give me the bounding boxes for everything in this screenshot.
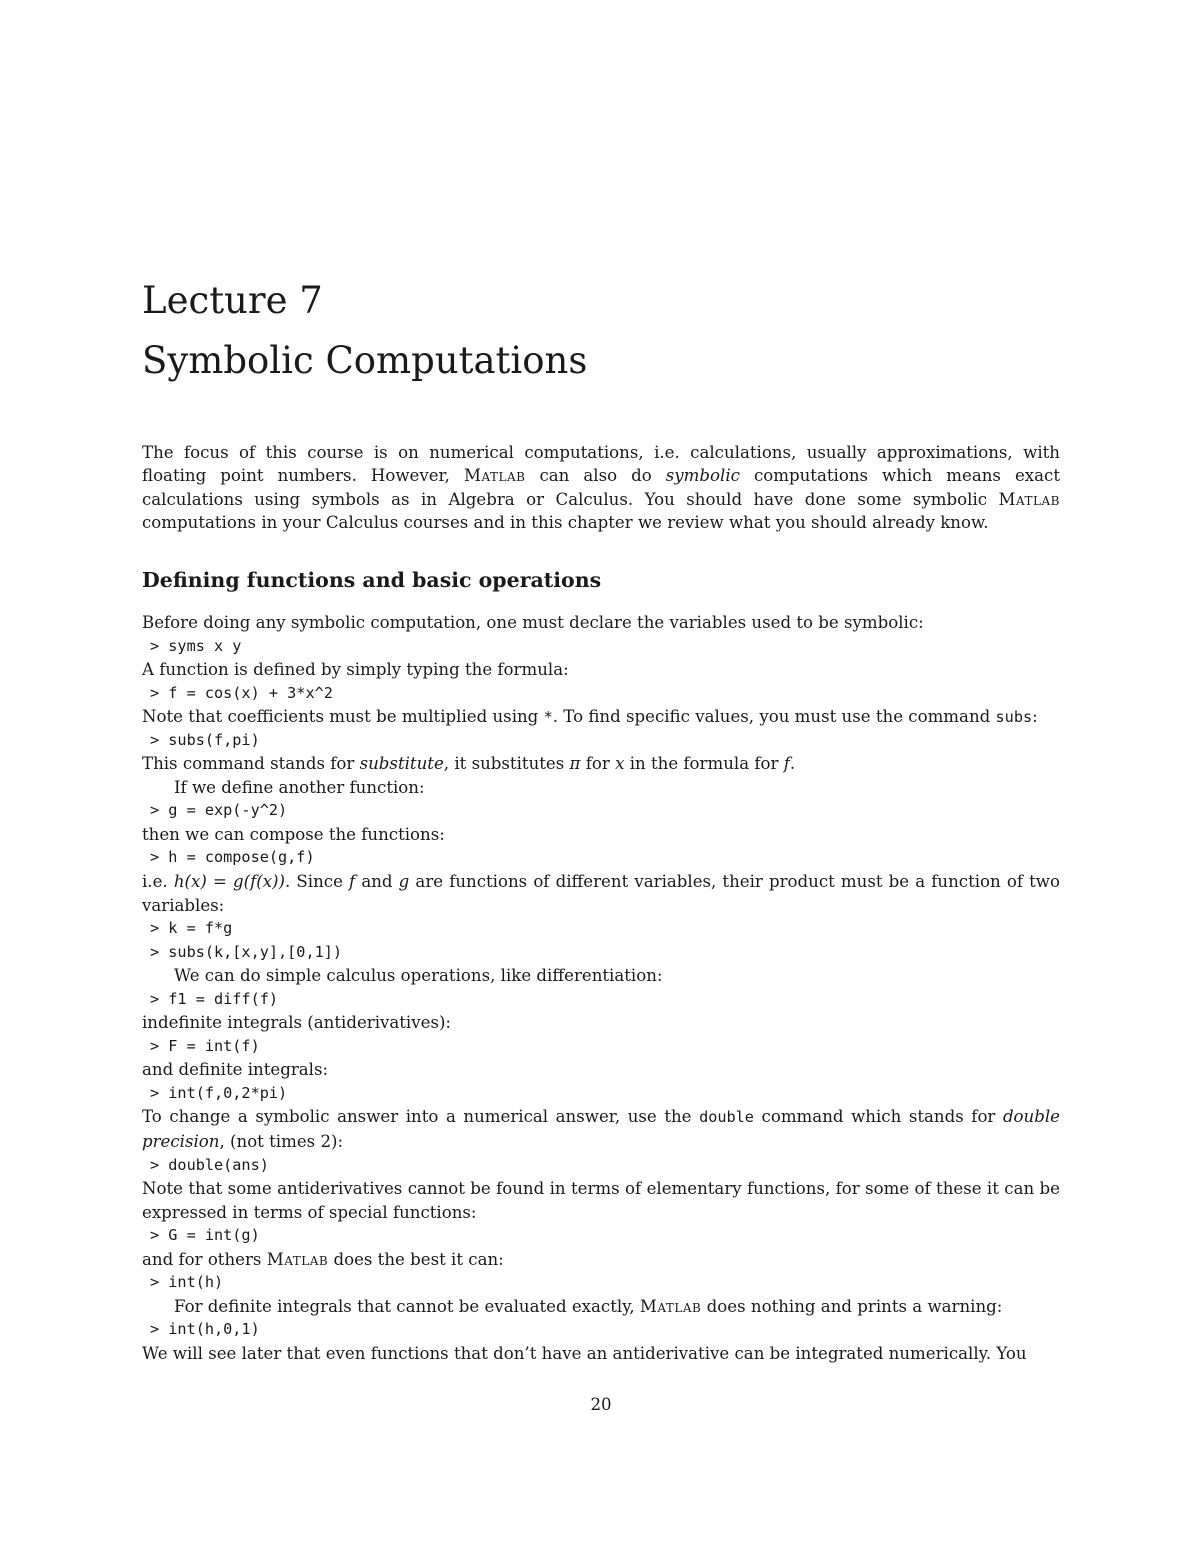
inline-math: h(x) = g(f(x)) xyxy=(173,872,285,892)
section-body xyxy=(142,611,1060,1366)
code-line: > f = cos(x) + 3*x^2 xyxy=(150,683,333,702)
paragraph-line: Note that coefficients must be multiplied using *. To find specific values, you must use the command subs: xyxy=(142,707,1038,727)
code-line: > k = f*g xyxy=(150,919,233,938)
paragraph-line: If we define another function: xyxy=(174,777,425,797)
paragraph-line: and definite integrals: xyxy=(142,1060,329,1080)
code-line: > f1 = diff(f) xyxy=(150,989,279,1008)
paragraph-line: Note that some antiderivatives cannot be found in terms of elementary functions, for some of these it can be expressed in terms of special functions: xyxy=(142,1179,1060,1222)
paragraph-line: then we can compose the functions: xyxy=(142,824,445,844)
lecture-number: Lecture 7 xyxy=(142,279,323,322)
paragraph-line: We can do simple calculus operations, like differentiation: xyxy=(174,966,663,986)
paragraph-line: For definite integrals that cannot be evaluated exactly, Matlab does nothing and prints a warning: xyxy=(174,1296,1003,1316)
paragraph-line: To change a symbolic answer into a numerical answer, use the double command which stands for double precision, (not times 2): xyxy=(142,1107,1060,1152)
matlab-name: Matlab xyxy=(639,1296,702,1316)
intro-paragraph: The focus of this course is on numerical computations, i.e. calculations, usually approximations, with floating point numbers. However, Matlab can also do symbolic computations which means exact calculations using symbols as in Algebra or Calculus. You should have done some symbolic Matlab computations in your Calculus courses and in this chapter we review what you should already know. xyxy=(142,443,1060,533)
page-number: 20 xyxy=(590,1395,612,1414)
code-line: > double(ans) xyxy=(150,1155,269,1174)
paragraph-line: A function is defined by simply typing the formula: xyxy=(142,660,569,680)
paragraph-line: This command stands for substitute, it substitutes π for x in the formula for f. xyxy=(142,754,796,774)
code-line: > h = compose(g,f) xyxy=(150,848,315,867)
code-line: > subs(f,pi) xyxy=(150,730,260,749)
paragraph-line: indefinite integrals (antiderivatives): xyxy=(142,1013,452,1033)
emphasis-symbolic: symbolic xyxy=(665,466,740,486)
paragraph-line: We will see later that even functions that don’t have an antiderivative can be integrated numerically. You xyxy=(142,1343,1027,1363)
inline-code: double xyxy=(699,1108,754,1127)
section-heading: Defining functions and basic operations xyxy=(142,568,602,592)
code-line: > int(h,0,1) xyxy=(150,1320,260,1339)
code-line: > subs(k,[x,y],[0,1]) xyxy=(150,942,343,961)
code-line: > syms x y xyxy=(150,636,242,655)
code-line: > G = int(g) xyxy=(150,1226,260,1245)
matlab-name: Matlab xyxy=(266,1249,329,1269)
code-line: > g = exp(-y^2) xyxy=(150,801,288,820)
paragraph-line: i.e. h(x) = g(f(x)). Since f and g are functions of different variables, their product must be a function of two variables: xyxy=(142,872,1060,915)
code-line: > int(h) xyxy=(150,1273,224,1292)
paragraph-line: Before doing any symbolic computation, one must declare the variables used to be symbolic: xyxy=(142,613,924,632)
code-line: > F = int(f) xyxy=(150,1036,260,1055)
inline-code: subs xyxy=(995,708,1033,727)
chapter-title: Symbolic Computations xyxy=(142,339,588,382)
matlab-name: Matlab xyxy=(998,489,1060,509)
code-line: > int(f,0,2*pi) xyxy=(150,1083,288,1102)
matlab-name: Matlab xyxy=(463,466,526,486)
paragraph-line: and for others Matlab does the best it can: xyxy=(142,1249,504,1269)
